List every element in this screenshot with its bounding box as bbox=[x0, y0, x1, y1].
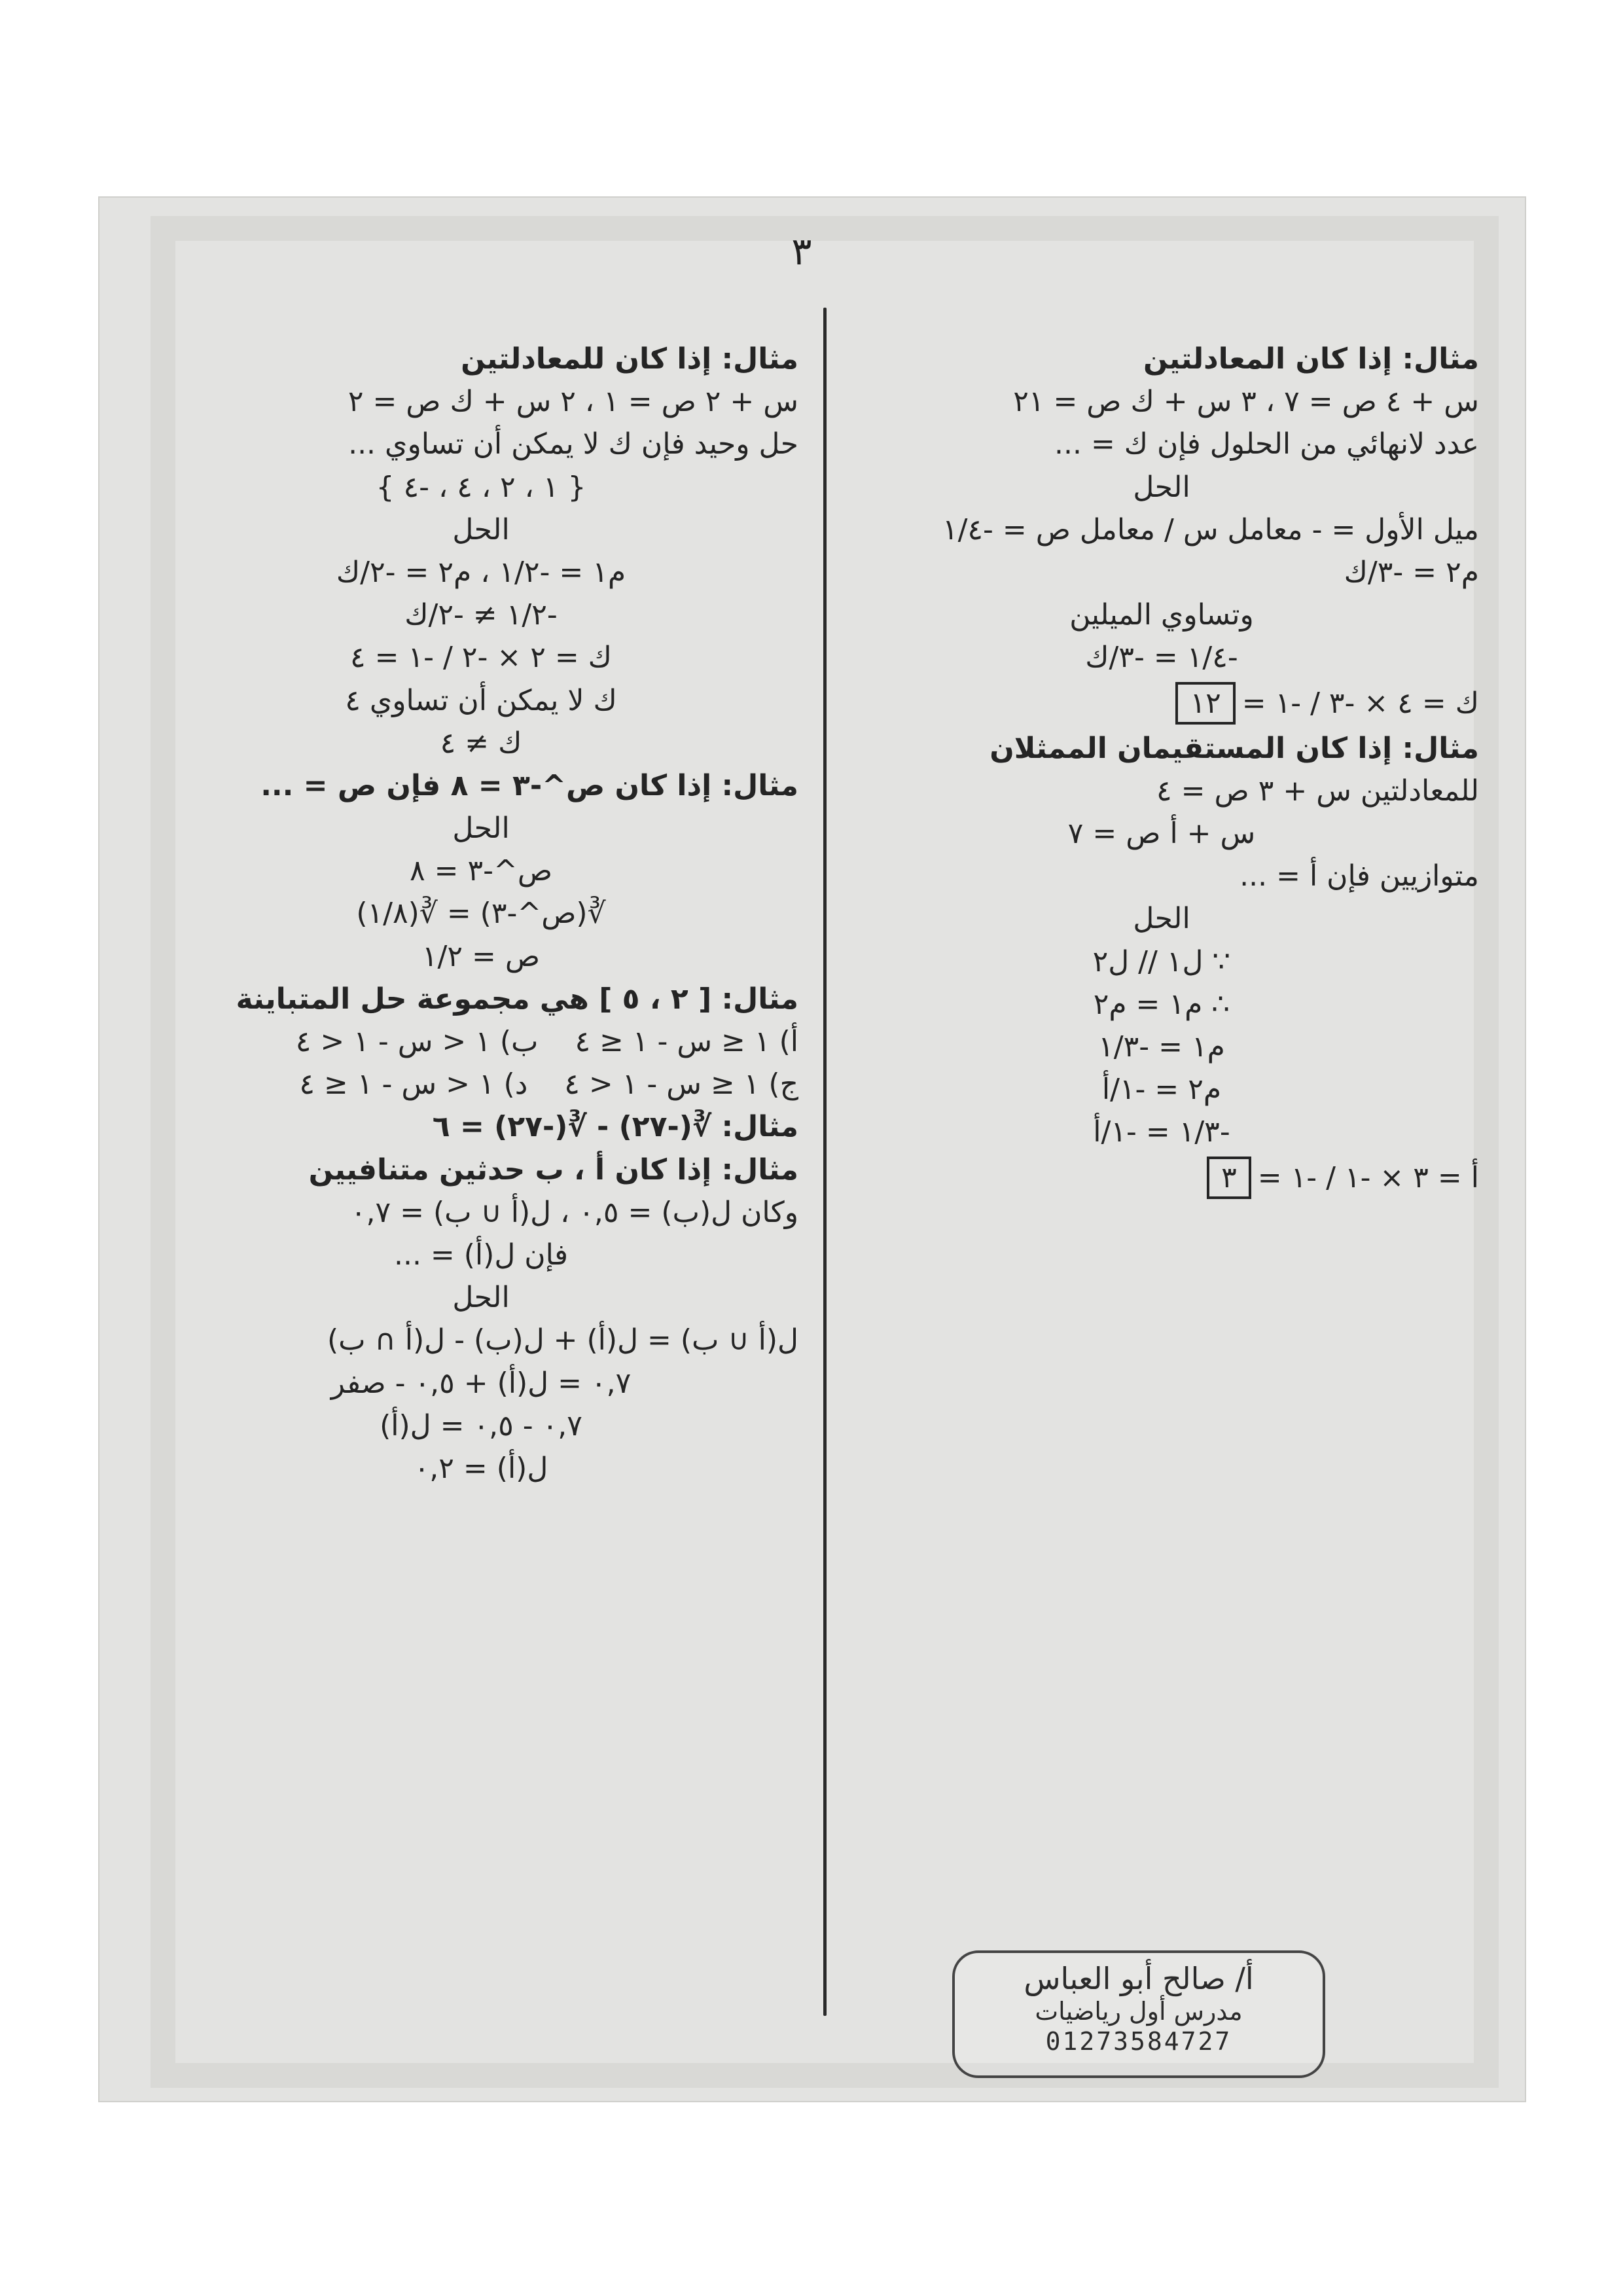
left-line bbox=[164, 938, 798, 975]
right-line bbox=[844, 682, 1479, 725]
right-boxed-answer: ٣ bbox=[1207, 1157, 1251, 1199]
right-line-text: ميل الأول = - معامل س / معامل ص = -١/٤ bbox=[942, 512, 1479, 547]
right-line-text: أ = ٣ × -١ / -١ = bbox=[1257, 1160, 1479, 1194]
right-line bbox=[844, 986, 1479, 1023]
left-line bbox=[164, 554, 798, 591]
left-line bbox=[164, 1321, 798, 1359]
left-line-text: ك = ٢ × -٢ / -١ = ٤ bbox=[350, 641, 612, 675]
left-line-text: مثال: إذا كان ص^-٣ = ٨ فإن ص = ... bbox=[260, 768, 798, 802]
left-line bbox=[164, 810, 798, 847]
left-line bbox=[164, 767, 798, 804]
page-number: ٣ bbox=[791, 229, 812, 274]
right-line bbox=[844, 1113, 1479, 1151]
right-boxed-answer: ١٢ bbox=[1175, 682, 1235, 725]
right-line bbox=[844, 340, 1479, 378]
left-line bbox=[164, 1450, 798, 1487]
left-line bbox=[164, 639, 798, 676]
left-line bbox=[164, 1365, 798, 1402]
right-line bbox=[844, 1071, 1479, 1108]
left-line-text: { ١ ، ٢ ، ٤ ، -٤ } bbox=[376, 470, 586, 504]
right-line bbox=[844, 815, 1479, 852]
left-line bbox=[164, 596, 798, 634]
right-line-text: م٢ = -٣/ك bbox=[1344, 555, 1479, 589]
left-line-text: الحل bbox=[452, 812, 510, 846]
right-line-text: الحل bbox=[1133, 470, 1190, 504]
right-line-text: ك = ٤ × -٣ / -١ = bbox=[1241, 686, 1479, 720]
right-line-text: عدد لانهائي من الحلول فإن ك = ... bbox=[1054, 427, 1479, 461]
left-line bbox=[164, 340, 798, 378]
left-column bbox=[164, 340, 798, 1492]
left-line bbox=[164, 682, 798, 719]
left-line-text: الحل bbox=[452, 512, 510, 547]
right-line-text: مثال: إذا كان المعادلتين bbox=[1143, 342, 1479, 376]
right-line bbox=[844, 469, 1479, 506]
right-line-text: متوازيين فإن أ = ... bbox=[1240, 859, 1479, 893]
left-line-text: ص = ١/٢ bbox=[421, 939, 541, 973]
left-line bbox=[164, 895, 798, 932]
left-line-text: م١ = -١/٢ ، م٢ = -٢/ك bbox=[336, 555, 626, 589]
right-line bbox=[844, 639, 1479, 676]
left-line bbox=[164, 469, 798, 506]
left-line-text: ∛(ص^-٣) = ∛(١/٨) bbox=[356, 897, 606, 931]
left-line-text: مثال: إذا كان أ ، ب حدثين متنافيين bbox=[308, 1153, 798, 1187]
left-line-text: مثال: [ ٢ ، ٥ ] هي مجموعة حل المتباينة bbox=[236, 982, 798, 1016]
right-line-text: مثال: إذا كان المستقيمان الممثلان bbox=[990, 731, 1479, 765]
left-line-text: ك لا يمكن أن تساوي ٤ bbox=[345, 683, 617, 717]
left-line-text: ك ≠ ٤ bbox=[440, 726, 522, 760]
left-line-text: فإن ل(أ) = ... bbox=[393, 1238, 569, 1272]
right-line-text: -١/٣ = -١/أ bbox=[1093, 1115, 1230, 1149]
left-line bbox=[164, 1108, 798, 1145]
right-line-text: ∵ ل١ // ل٢ bbox=[1092, 944, 1231, 978]
stamp-role: مدرس أول رياضيات bbox=[1035, 1997, 1243, 2026]
right-line bbox=[844, 1157, 1479, 1199]
right-line-text: -١/٤ = -٣/ك bbox=[1085, 641, 1238, 675]
right-line bbox=[844, 554, 1479, 591]
stamp-name: أ/ صالح أبو العباس bbox=[1024, 1961, 1254, 1996]
left-line bbox=[164, 1407, 798, 1444]
left-line bbox=[164, 725, 798, 762]
left-line-text: مثال: إذا كان للمعادلتين bbox=[461, 342, 798, 376]
left-line bbox=[164, 383, 798, 420]
right-line bbox=[844, 425, 1479, 463]
left-line-text: ل(أ) = ٠,٢ bbox=[414, 1451, 548, 1485]
left-line bbox=[164, 511, 798, 548]
right-line-text: م٢ = -١/أ bbox=[1101, 1073, 1222, 1107]
right-line-text: ∴ م١ = م٢ bbox=[1093, 987, 1230, 1021]
right-line-text: للمعادلتين س + ٣ ص = ٤ bbox=[1156, 774, 1479, 808]
right-line bbox=[844, 900, 1479, 937]
right-line bbox=[844, 772, 1479, 810]
left-line-text: مثال: ∛(-٢٧) - ∛(-٢٧) = ٦ bbox=[432, 1110, 798, 1144]
teacher-stamp bbox=[952, 1950, 1325, 2078]
right-line-text: س + أ ص = ٧ bbox=[1067, 817, 1256, 851]
right-line-text: الحل bbox=[1133, 902, 1190, 936]
right-line bbox=[844, 857, 1479, 895]
right-line bbox=[844, 511, 1479, 548]
left-line-text: ل(أ ∪ ب) = ل(أ) + ل(ب) - ل(أ ∩ ب) bbox=[327, 1323, 798, 1357]
column-divider bbox=[823, 308, 827, 2016]
right-line-text: س + ٤ ص = ٧ ، ٣ س + ك ص = ٢١ bbox=[1013, 385, 1479, 419]
right-line bbox=[844, 1028, 1479, 1066]
left-line bbox=[164, 1151, 798, 1189]
left-line-text: ص^-٣ = ٨ bbox=[409, 854, 553, 888]
right-line bbox=[844, 383, 1479, 420]
left-line-text: أ) ١ ≤ س - ١ ≤ ٤ ب) ١ < س - ١ < ٤ bbox=[295, 1025, 798, 1058]
right-line bbox=[844, 596, 1479, 634]
left-line bbox=[164, 852, 798, 889]
left-line-text: ٠,٧ - ٠,٥ = ل(أ) bbox=[380, 1408, 582, 1443]
right-line bbox=[844, 730, 1479, 767]
left-line bbox=[164, 1279, 798, 1316]
left-line bbox=[164, 1236, 798, 1274]
right-line bbox=[844, 943, 1479, 980]
left-line-text: الحل bbox=[452, 1281, 510, 1315]
right-line-text: م١ = -١/٣ bbox=[1098, 1030, 1225, 1064]
left-line-text: ج) ١ ≤ س - ١ < ٤ د) ١ < س - ١ ≤ ٤ bbox=[299, 1067, 798, 1102]
left-line-text: وكان ل(ب) = ٠,٥ ، ل(أ ∪ ب) = ٠,٧ bbox=[350, 1195, 798, 1229]
right-column bbox=[844, 340, 1479, 1204]
left-line bbox=[164, 1194, 798, 1231]
left-line bbox=[164, 425, 798, 463]
left-line bbox=[164, 1023, 798, 1060]
left-line-text: س + ٢ ص = ١ ، ٢ س + ك ص = ٢ bbox=[348, 385, 798, 419]
right-line-text: وتساوي الميلين bbox=[1069, 598, 1254, 632]
left-line bbox=[164, 1066, 798, 1103]
left-line-text: ٠,٧ = ل(أ) + ٠,٥ - صفر bbox=[330, 1366, 632, 1400]
stamp-phone: 01273584727 bbox=[1045, 2026, 1232, 2056]
left-line bbox=[164, 980, 798, 1018]
left-line-text: حل وحيد فإن ك لا يمكن أن تساوي ... bbox=[348, 427, 798, 461]
left-line-text: -١/٢ ≠ -٢/ك bbox=[404, 598, 558, 632]
